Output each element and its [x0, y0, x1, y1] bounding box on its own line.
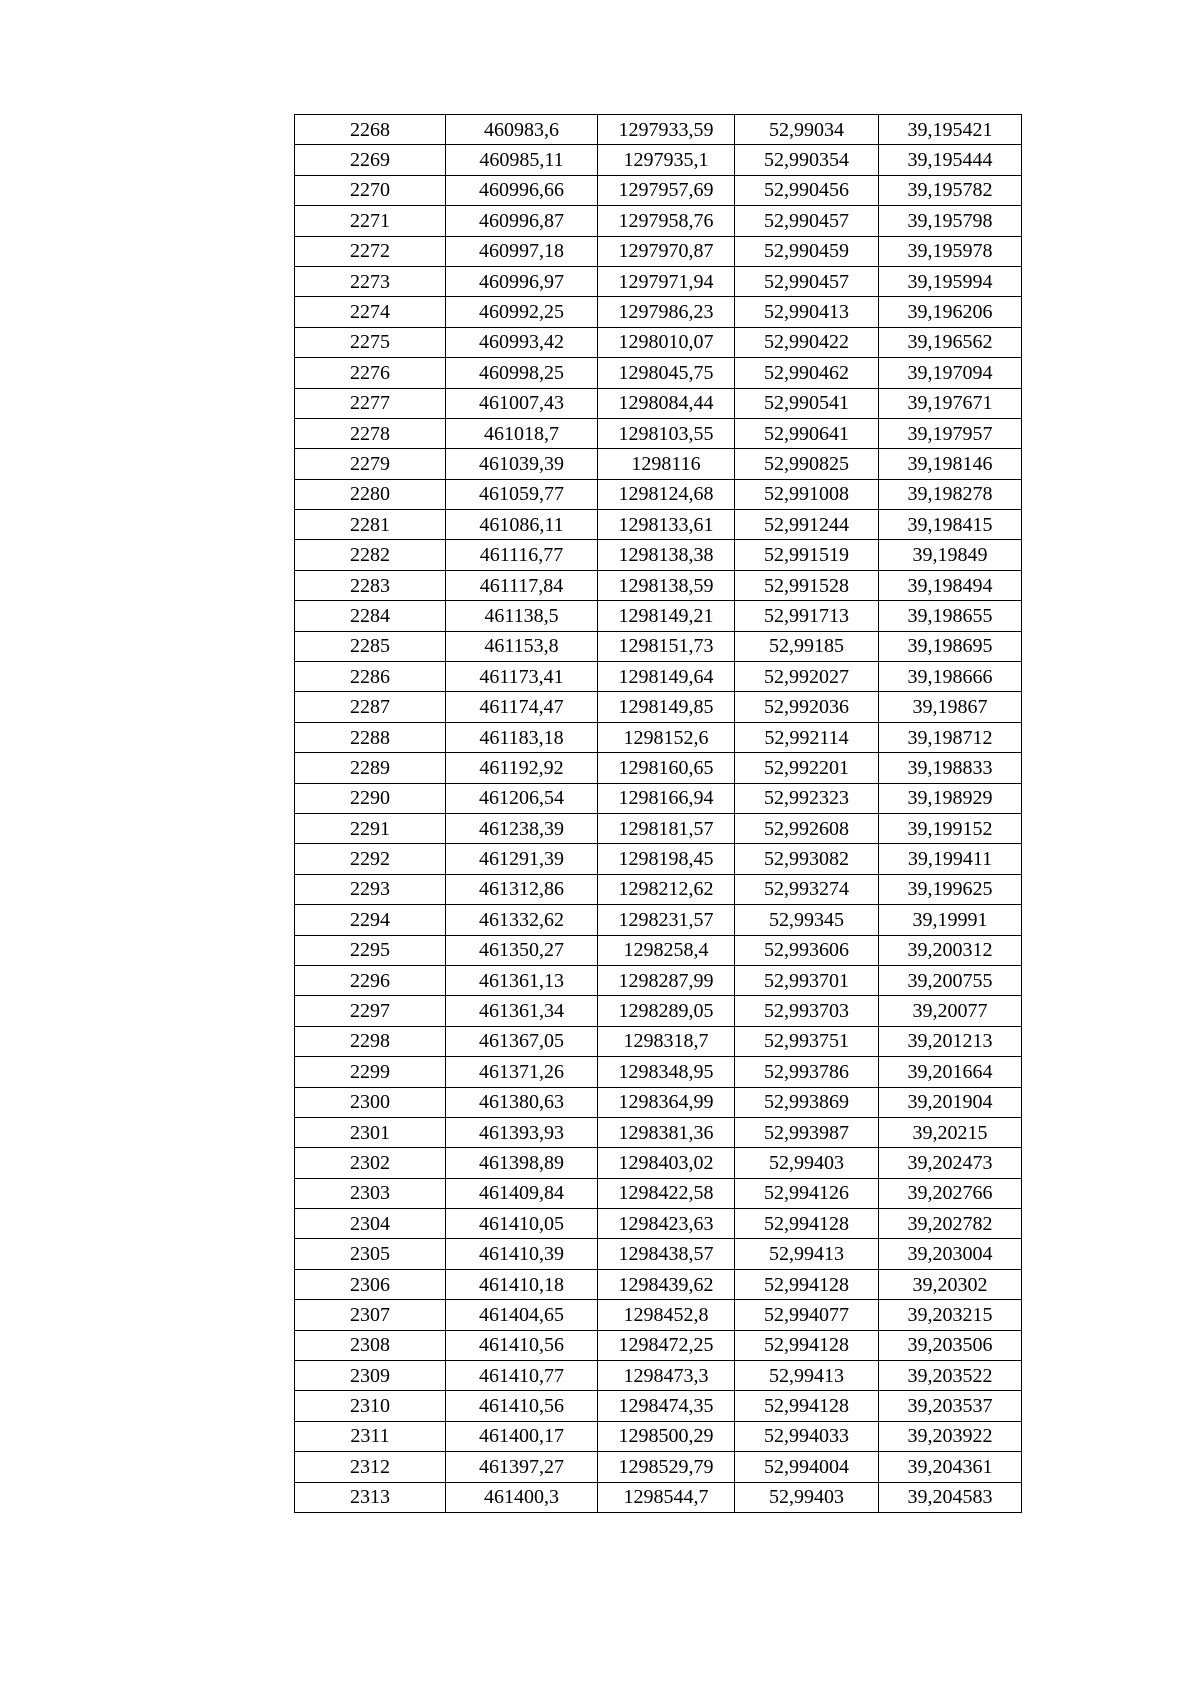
x-coordinate-cell: 461410,18: [446, 1269, 598, 1299]
x-coordinate-cell: 461398,89: [446, 1148, 598, 1178]
point-number-cell: 2297: [295, 996, 446, 1026]
table-row: [295, 965, 1022, 995]
longitude-cell: 39,195978: [879, 236, 1022, 266]
latitude-cell: 52,994128: [735, 1269, 879, 1299]
x-coordinate-cell: 461192,92: [446, 753, 598, 783]
table-row: [295, 115, 1022, 145]
longitude-cell: 39,195994: [879, 266, 1022, 296]
longitude-cell: 39,199411: [879, 844, 1022, 874]
point-number-cell: 2312: [295, 1452, 446, 1482]
table-row: [295, 206, 1022, 236]
y-coordinate-cell: 1298045,75: [598, 358, 735, 388]
table-row: [295, 479, 1022, 509]
point-number-cell: 2281: [295, 510, 446, 540]
latitude-cell: 52,994128: [735, 1330, 879, 1360]
latitude-cell: 52,990413: [735, 297, 879, 327]
point-number-cell: 2282: [295, 540, 446, 570]
table-row: [295, 327, 1022, 357]
table-row: [295, 1209, 1022, 1239]
y-coordinate-cell: 1297933,59: [598, 115, 735, 145]
x-coordinate-cell: 460996,66: [446, 175, 598, 205]
x-coordinate-cell: 461238,39: [446, 813, 598, 843]
latitude-cell: 52,993786: [735, 1057, 879, 1087]
x-coordinate-cell: 461117,84: [446, 570, 598, 600]
latitude-cell: 52,99403: [735, 1482, 879, 1512]
table-row: [295, 813, 1022, 843]
y-coordinate-cell: 1298160,65: [598, 753, 735, 783]
y-coordinate-cell: 1297986,23: [598, 297, 735, 327]
latitude-cell: 52,99034: [735, 115, 879, 145]
latitude-cell: 52,99413: [735, 1361, 879, 1391]
x-coordinate-cell: 461410,39: [446, 1239, 598, 1269]
longitude-cell: 39,198415: [879, 510, 1022, 540]
table-row: [295, 510, 1022, 540]
table-row: [295, 1239, 1022, 1269]
y-coordinate-cell: 1298138,38: [598, 540, 735, 570]
x-coordinate-cell: 461183,18: [446, 722, 598, 752]
table-row: [295, 1269, 1022, 1299]
longitude-cell: 39,199152: [879, 813, 1022, 843]
point-number-cell: 2294: [295, 905, 446, 935]
table-row: [295, 418, 1022, 448]
latitude-cell: 52,99345: [735, 905, 879, 935]
point-number-cell: 2276: [295, 358, 446, 388]
point-number-cell: 2270: [295, 175, 446, 205]
point-number-cell: 2277: [295, 388, 446, 418]
point-number-cell: 2300: [295, 1087, 446, 1117]
y-coordinate-cell: 1298258,4: [598, 935, 735, 965]
y-coordinate-cell: 1298452,8: [598, 1300, 735, 1330]
x-coordinate-cell: 461393,93: [446, 1117, 598, 1147]
x-coordinate-cell: 461410,56: [446, 1391, 598, 1421]
longitude-cell: 39,195798: [879, 206, 1022, 236]
table-row: [295, 236, 1022, 266]
longitude-cell: 39,198833: [879, 753, 1022, 783]
coordinates-table-body: [295, 115, 1022, 1513]
y-coordinate-cell: 1297970,87: [598, 236, 735, 266]
x-coordinate-cell: 461350,27: [446, 935, 598, 965]
point-number-cell: 2309: [295, 1361, 446, 1391]
point-number-cell: 2286: [295, 662, 446, 692]
latitude-cell: 52,992608: [735, 813, 879, 843]
y-coordinate-cell: 1298084,44: [598, 388, 735, 418]
longitude-cell: 39,198494: [879, 570, 1022, 600]
longitude-cell: 39,196562: [879, 327, 1022, 357]
point-number-cell: 2278: [295, 418, 446, 448]
longitude-cell: 39,201904: [879, 1087, 1022, 1117]
point-number-cell: 2275: [295, 327, 446, 357]
table-row: [295, 844, 1022, 874]
point-number-cell: 2284: [295, 601, 446, 631]
x-coordinate-cell: 461332,62: [446, 905, 598, 935]
longitude-cell: 39,20077: [879, 996, 1022, 1026]
y-coordinate-cell: 1298181,57: [598, 813, 735, 843]
latitude-cell: 52,994033: [735, 1421, 879, 1451]
point-number-cell: 2299: [295, 1057, 446, 1087]
x-coordinate-cell: 461138,5: [446, 601, 598, 631]
point-number-cell: 2288: [295, 722, 446, 752]
longitude-cell: 39,197671: [879, 388, 1022, 418]
longitude-cell: 39,203922: [879, 1421, 1022, 1451]
x-coordinate-cell: 461404,65: [446, 1300, 598, 1330]
y-coordinate-cell: 1298473,3: [598, 1361, 735, 1391]
latitude-cell: 52,991244: [735, 510, 879, 540]
x-coordinate-cell: 461361,13: [446, 965, 598, 995]
latitude-cell: 52,993751: [735, 1026, 879, 1056]
y-coordinate-cell: 1298438,57: [598, 1239, 735, 1269]
y-coordinate-cell: 1298231,57: [598, 905, 735, 935]
point-number-cell: 2289: [295, 753, 446, 783]
y-coordinate-cell: 1298103,55: [598, 418, 735, 448]
latitude-cell: 52,990456: [735, 175, 879, 205]
latitude-cell: 52,991008: [735, 479, 879, 509]
table-row: [295, 662, 1022, 692]
latitude-cell: 52,990457: [735, 266, 879, 296]
table-row: [295, 905, 1022, 935]
table-row: [295, 874, 1022, 904]
table-row: [295, 540, 1022, 570]
y-coordinate-cell: 1298544,7: [598, 1482, 735, 1512]
point-number-cell: 2271: [295, 206, 446, 236]
x-coordinate-cell: 460996,97: [446, 266, 598, 296]
table-row: [295, 722, 1022, 752]
latitude-cell: 52,991528: [735, 570, 879, 600]
longitude-cell: 39,195444: [879, 145, 1022, 175]
latitude-cell: 52,992201: [735, 753, 879, 783]
point-number-cell: 2313: [295, 1482, 446, 1512]
y-coordinate-cell: 1298287,99: [598, 965, 735, 995]
x-coordinate-cell: 461086,11: [446, 510, 598, 540]
longitude-cell: 39,19991: [879, 905, 1022, 935]
y-coordinate-cell: 1298149,21: [598, 601, 735, 631]
latitude-cell: 52,993082: [735, 844, 879, 874]
x-coordinate-cell: 461371,26: [446, 1057, 598, 1087]
x-coordinate-cell: 460985,11: [446, 145, 598, 175]
point-number-cell: 2295: [295, 935, 446, 965]
y-coordinate-cell: 1297935,1: [598, 145, 735, 175]
latitude-cell: 52,993274: [735, 874, 879, 904]
latitude-cell: 52,992027: [735, 662, 879, 692]
y-coordinate-cell: 1298348,95: [598, 1057, 735, 1087]
table-row: [295, 175, 1022, 205]
table-row: [295, 388, 1022, 418]
table-row: [295, 692, 1022, 722]
x-coordinate-cell: 461397,27: [446, 1452, 598, 1482]
table-row: [295, 1482, 1022, 1512]
longitude-cell: 39,195421: [879, 115, 1022, 145]
latitude-cell: 52,990457: [735, 206, 879, 236]
point-number-cell: 2298: [295, 1026, 446, 1056]
point-number-cell: 2296: [295, 965, 446, 995]
latitude-cell: 52,990641: [735, 418, 879, 448]
y-coordinate-cell: 1298149,85: [598, 692, 735, 722]
point-number-cell: 2303: [295, 1178, 446, 1208]
point-number-cell: 2310: [295, 1391, 446, 1421]
table-row: [295, 1421, 1022, 1451]
latitude-cell: 52,990825: [735, 449, 879, 479]
y-coordinate-cell: 1298423,63: [598, 1209, 735, 1239]
y-coordinate-cell: 1298212,62: [598, 874, 735, 904]
y-coordinate-cell: 1298152,6: [598, 722, 735, 752]
longitude-cell: 39,198929: [879, 783, 1022, 813]
x-coordinate-cell: 461410,77: [446, 1361, 598, 1391]
latitude-cell: 52,993701: [735, 965, 879, 995]
y-coordinate-cell: 1298381,36: [598, 1117, 735, 1147]
longitude-cell: 39,200755: [879, 965, 1022, 995]
x-coordinate-cell: 461361,34: [446, 996, 598, 1026]
y-coordinate-cell: 1298166,94: [598, 783, 735, 813]
longitude-cell: 39,196206: [879, 297, 1022, 327]
point-number-cell: 2305: [295, 1239, 446, 1269]
table-row: [295, 1057, 1022, 1087]
table-row: [295, 1087, 1022, 1117]
y-coordinate-cell: 1298138,59: [598, 570, 735, 600]
point-number-cell: 2268: [295, 115, 446, 145]
longitude-cell: 39,203506: [879, 1330, 1022, 1360]
table-row: [295, 935, 1022, 965]
y-coordinate-cell: 1298472,25: [598, 1330, 735, 1360]
latitude-cell: 52,990422: [735, 327, 879, 357]
table-row: [295, 631, 1022, 661]
point-number-cell: 2272: [295, 236, 446, 266]
latitude-cell: 52,990459: [735, 236, 879, 266]
y-coordinate-cell: 1297958,76: [598, 206, 735, 236]
x-coordinate-cell: 460997,18: [446, 236, 598, 266]
y-coordinate-cell: 1298116: [598, 449, 735, 479]
table-row: [295, 1330, 1022, 1360]
longitude-cell: 39,198278: [879, 479, 1022, 509]
y-coordinate-cell: 1298474,35: [598, 1391, 735, 1421]
longitude-cell: 39,20302: [879, 1269, 1022, 1299]
table-row: [295, 783, 1022, 813]
longitude-cell: 39,195782: [879, 175, 1022, 205]
table-row: [295, 266, 1022, 296]
x-coordinate-cell: 461312,86: [446, 874, 598, 904]
table-row: [295, 996, 1022, 1026]
x-coordinate-cell: 461400,3: [446, 1482, 598, 1512]
x-coordinate-cell: 461291,39: [446, 844, 598, 874]
table-row: [295, 753, 1022, 783]
x-coordinate-cell: 460998,25: [446, 358, 598, 388]
longitude-cell: 39,200312: [879, 935, 1022, 965]
latitude-cell: 52,994128: [735, 1209, 879, 1239]
table-row: [295, 358, 1022, 388]
longitude-cell: 39,204361: [879, 1452, 1022, 1482]
x-coordinate-cell: 461410,56: [446, 1330, 598, 1360]
y-coordinate-cell: 1298124,68: [598, 479, 735, 509]
latitude-cell: 52,993869: [735, 1087, 879, 1117]
longitude-cell: 39,198712: [879, 722, 1022, 752]
table-row: [295, 601, 1022, 631]
latitude-cell: 52,993987: [735, 1117, 879, 1147]
longitude-cell: 39,198146: [879, 449, 1022, 479]
point-number-cell: 2293: [295, 874, 446, 904]
x-coordinate-cell: 461206,54: [446, 783, 598, 813]
table-row: [295, 1148, 1022, 1178]
longitude-cell: 39,204583: [879, 1482, 1022, 1512]
latitude-cell: 52,993606: [735, 935, 879, 965]
point-number-cell: 2280: [295, 479, 446, 509]
y-coordinate-cell: 1298133,61: [598, 510, 735, 540]
longitude-cell: 39,203537: [879, 1391, 1022, 1421]
coordinates-table: [294, 114, 1022, 1513]
latitude-cell: 52,994077: [735, 1300, 879, 1330]
longitude-cell: 39,199625: [879, 874, 1022, 904]
longitude-cell: 39,197957: [879, 418, 1022, 448]
latitude-cell: 52,990541: [735, 388, 879, 418]
latitude-cell: 52,990354: [735, 145, 879, 175]
x-coordinate-cell: 460993,42: [446, 327, 598, 357]
point-number-cell: 2287: [295, 692, 446, 722]
point-number-cell: 2307: [295, 1300, 446, 1330]
latitude-cell: 52,992323: [735, 783, 879, 813]
table-row: [295, 449, 1022, 479]
x-coordinate-cell: 460983,6: [446, 115, 598, 145]
table-row: [295, 297, 1022, 327]
x-coordinate-cell: 461018,7: [446, 418, 598, 448]
latitude-cell: 52,994004: [735, 1452, 879, 1482]
longitude-cell: 39,198666: [879, 662, 1022, 692]
longitude-cell: 39,202766: [879, 1178, 1022, 1208]
point-number-cell: 2311: [295, 1421, 446, 1451]
longitude-cell: 39,203522: [879, 1361, 1022, 1391]
point-number-cell: 2290: [295, 783, 446, 813]
point-number-cell: 2274: [295, 297, 446, 327]
point-number-cell: 2285: [295, 631, 446, 661]
table-row: [295, 1178, 1022, 1208]
point-number-cell: 2283: [295, 570, 446, 600]
latitude-cell: 52,99185: [735, 631, 879, 661]
y-coordinate-cell: 1298198,45: [598, 844, 735, 874]
longitude-cell: 39,202473: [879, 1148, 1022, 1178]
y-coordinate-cell: 1297957,69: [598, 175, 735, 205]
longitude-cell: 39,203004: [879, 1239, 1022, 1269]
latitude-cell: 52,992114: [735, 722, 879, 752]
latitude-cell: 52,990462: [735, 358, 879, 388]
point-number-cell: 2269: [295, 145, 446, 175]
point-number-cell: 2308: [295, 1330, 446, 1360]
longitude-cell: 39,202782: [879, 1209, 1022, 1239]
longitude-cell: 39,198695: [879, 631, 1022, 661]
latitude-cell: 52,994126: [735, 1178, 879, 1208]
point-number-cell: 2302: [295, 1148, 446, 1178]
latitude-cell: 52,991713: [735, 601, 879, 631]
point-number-cell: 2291: [295, 813, 446, 843]
y-coordinate-cell: 1298149,64: [598, 662, 735, 692]
y-coordinate-cell: 1298364,99: [598, 1087, 735, 1117]
table-row: [295, 1300, 1022, 1330]
table-row: [295, 1026, 1022, 1056]
table-row: [295, 1391, 1022, 1421]
x-coordinate-cell: 461400,17: [446, 1421, 598, 1451]
x-coordinate-cell: 461410,05: [446, 1209, 598, 1239]
point-number-cell: 2304: [295, 1209, 446, 1239]
latitude-cell: 52,993703: [735, 996, 879, 1026]
y-coordinate-cell: 1297971,94: [598, 266, 735, 296]
x-coordinate-cell: 461059,77: [446, 479, 598, 509]
x-coordinate-cell: 460992,25: [446, 297, 598, 327]
x-coordinate-cell: 461174,47: [446, 692, 598, 722]
latitude-cell: 52,99413: [735, 1239, 879, 1269]
x-coordinate-cell: 461173,41: [446, 662, 598, 692]
x-coordinate-cell: 461409,84: [446, 1178, 598, 1208]
y-coordinate-cell: 1298289,05: [598, 996, 735, 1026]
y-coordinate-cell: 1298500,29: [598, 1421, 735, 1451]
table-row: [295, 1452, 1022, 1482]
point-number-cell: 2301: [295, 1117, 446, 1147]
x-coordinate-cell: 461380,63: [446, 1087, 598, 1117]
longitude-cell: 39,197094: [879, 358, 1022, 388]
latitude-cell: 52,994128: [735, 1391, 879, 1421]
x-coordinate-cell: 461116,77: [446, 540, 598, 570]
longitude-cell: 39,203215: [879, 1300, 1022, 1330]
point-number-cell: 2292: [295, 844, 446, 874]
y-coordinate-cell: 1298529,79: [598, 1452, 735, 1482]
latitude-cell: 52,992036: [735, 692, 879, 722]
table-row: [295, 145, 1022, 175]
x-coordinate-cell: 461039,39: [446, 449, 598, 479]
latitude-cell: 52,991519: [735, 540, 879, 570]
x-coordinate-cell: 461007,43: [446, 388, 598, 418]
y-coordinate-cell: 1298403,02: [598, 1148, 735, 1178]
longitude-cell: 39,19849: [879, 540, 1022, 570]
longitude-cell: 39,198655: [879, 601, 1022, 631]
table-row: [295, 570, 1022, 600]
longitude-cell: 39,19867: [879, 692, 1022, 722]
longitude-cell: 39,20215: [879, 1117, 1022, 1147]
point-number-cell: 2279: [295, 449, 446, 479]
y-coordinate-cell: 1298151,73: [598, 631, 735, 661]
y-coordinate-cell: 1298010,07: [598, 327, 735, 357]
latitude-cell: 52,99403: [735, 1148, 879, 1178]
x-coordinate-cell: 461153,8: [446, 631, 598, 661]
table-row: [295, 1361, 1022, 1391]
x-coordinate-cell: 461367,05: [446, 1026, 598, 1056]
table-row: [295, 1117, 1022, 1147]
longitude-cell: 39,201664: [879, 1057, 1022, 1087]
longitude-cell: 39,201213: [879, 1026, 1022, 1056]
y-coordinate-cell: 1298318,7: [598, 1026, 735, 1056]
y-coordinate-cell: 1298422,58: [598, 1178, 735, 1208]
x-coordinate-cell: 460996,87: [446, 206, 598, 236]
y-coordinate-cell: 1298439,62: [598, 1269, 735, 1299]
point-number-cell: 2273: [295, 266, 446, 296]
point-number-cell: 2306: [295, 1269, 446, 1299]
